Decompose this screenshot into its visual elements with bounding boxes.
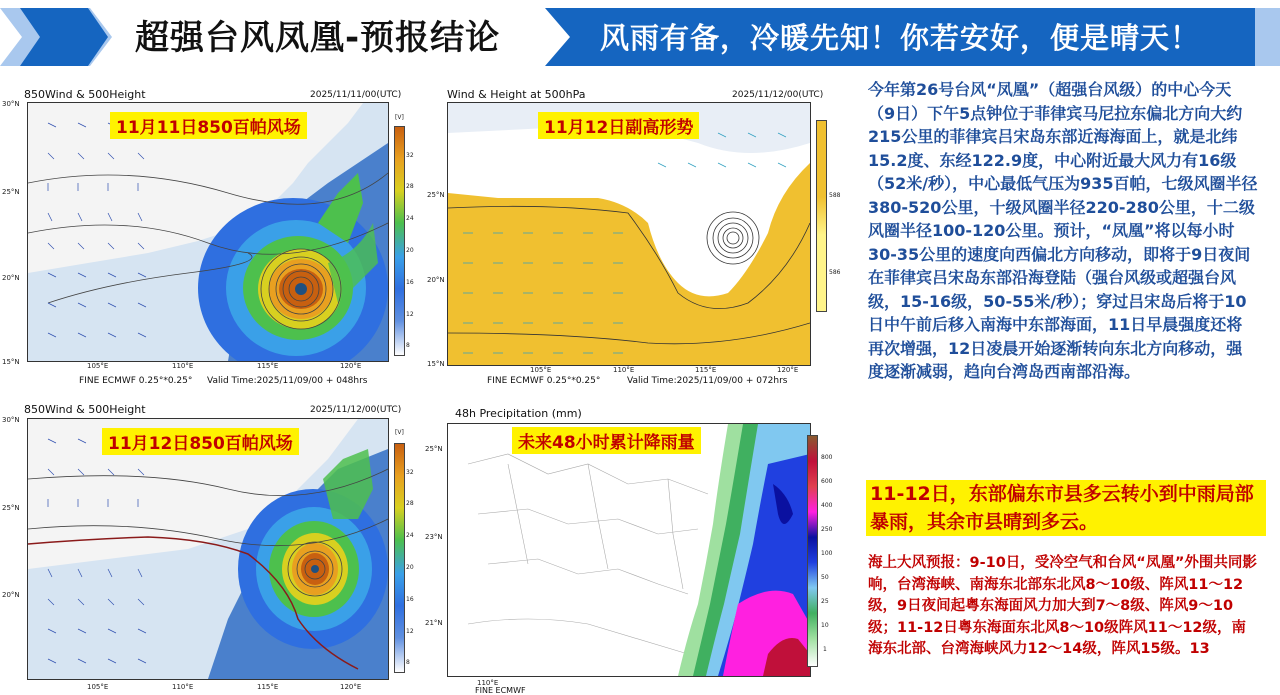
lat-tick: 30°N: [2, 100, 20, 108]
typhoon-summary: 今年第26号台风“凤凰”（超强台风级）的中心今天（9日）下午5点钟位于菲律宾马尼拉东偏北方向大约215公里的菲律宾吕宋岛东部近海海面上，就是北纬15.2度、东经122.9度，中心附近最大风力有16级（52米/秒），中心最低气压为935百帕，七级风圈半径380-520公里，十级风圈半径220-280公里，十二级风圈半径100-120公里。预计，“凤凰”将以每小时30-35公里的速度向西偏北方向移动，即将于9日夜间在菲律宾吕宋岛东部沿海登陆（强台风级或超强台风级，15-16级，50-55米/秒）；穿过吕宋岛后将于10日中午前后移入南海中东部海面，11日早晨强度还将再次增强，12日凌晨开始逐渐转向东北方向移动，强度逐渐减弱，趋向台湾岛西南部沿海。: [868, 80, 1258, 381]
panel-title: Wind & Height at 500hPa: [447, 88, 586, 101]
header-banner: [0, 0, 1280, 75]
precip-colorbar: [807, 435, 818, 667]
lon-tick: 110°E: [477, 679, 499, 687]
panel-footer-right: Valid Time:2025/11/09/00 + 048hrs: [207, 376, 368, 386]
panel-title: 48h Precipitation (mm): [455, 407, 582, 420]
precip-map-graphic: [448, 424, 810, 676]
lon-tick: 120°E: [340, 362, 362, 370]
panel-date: 2025/11/11/00(UTC): [310, 90, 402, 100]
lat-tick: 30°N: [2, 416, 20, 424]
panel-title: 850Wind & 500Height: [24, 403, 146, 416]
panel-label: 11月12日副高形势: [538, 112, 699, 139]
panel-date: 2025/11/12/00(UTC): [732, 90, 824, 100]
colorbar-tick: 12: [406, 628, 414, 635]
colorbar-tick: 16: [406, 279, 414, 286]
colorbar-tick: 32: [406, 152, 414, 159]
colorbar-tick: 12: [406, 311, 414, 318]
height-map: [447, 102, 811, 366]
colorbar-tick: 1: [823, 646, 827, 653]
panel-850-wind-nov11: [2, 86, 414, 391]
colorbar-tick: 600: [821, 478, 833, 485]
lat-tick: 20°N: [2, 274, 20, 282]
wind-map: [27, 418, 389, 680]
lat-tick: 25°N: [2, 188, 20, 196]
sea-wind-forecast: 海上大风预报：9-10日，受冷空气和台风“凤凰”外围共同影响，台湾海峡、南海东北部东北风8～10级、阵风11～12级，9日夜间起粤东海面风力加大到7～8级、阵风9～10级；11-12日粤东海面东北风8～10级阵风11～12级，南海东北部、台湾海峡风力12～14级，阵风15级。13: [868, 555, 1257, 657]
panel-date: 2025/11/12/00(UTC): [310, 405, 402, 415]
lat-tick: 15°N: [2, 358, 20, 366]
lat-tick: 15°N: [427, 360, 445, 368]
lat-tick: 25°N: [2, 504, 20, 512]
colorbar-tick: 586: [829, 269, 841, 276]
colorbar-unit: [V]: [395, 114, 404, 121]
lat-tick: 25°N: [425, 445, 443, 453]
colorbar-tick: 20: [406, 564, 414, 571]
lon-tick: 115°E: [257, 362, 279, 370]
lon-tick: 120°E: [777, 366, 799, 374]
panel-label: 11月12日850百帕风场: [102, 428, 299, 455]
lon-tick: 115°E: [257, 683, 279, 691]
lon-tick: 110°E: [172, 362, 194, 370]
colorbar-tick: 20: [406, 247, 414, 254]
wind-colorbar: [394, 126, 405, 356]
lat-tick: 20°N: [2, 591, 20, 599]
colorbar-tick: 100: [821, 550, 833, 557]
colorbar-unit: [V]: [395, 429, 404, 436]
colorbar-tick: 50: [821, 574, 829, 581]
lon-tick: 115°E: [695, 366, 717, 374]
panel-precipitation: [425, 403, 840, 695]
colorbar-tick: 400: [821, 502, 833, 509]
colorbar-tick: 800: [821, 454, 833, 461]
panel-label: 未来48小时累计降雨量: [512, 427, 701, 454]
colorbar-tick: 8: [406, 659, 410, 666]
panel-title: 850Wind & 500Height: [24, 88, 146, 101]
lat-tick: 20°N: [427, 276, 445, 284]
lon-tick: 110°E: [613, 366, 635, 374]
lat-tick: 23°N: [425, 533, 443, 541]
lon-tick: 105°E: [87, 362, 109, 370]
wind-map-graphic: [28, 419, 388, 679]
lon-tick: 105°E: [530, 366, 552, 374]
colorbar-tick: 250: [821, 526, 833, 533]
panel-footer-right: Valid Time:2025/11/09/00 + 072hrs: [627, 376, 788, 386]
lat-tick: 21°N: [425, 619, 443, 627]
height-map-graphic: [448, 103, 810, 365]
colorbar-tick: 25: [821, 598, 829, 605]
wind-colorbar: [394, 443, 405, 673]
colorbar-tick: 24: [406, 215, 414, 222]
height-colorbar: [816, 120, 827, 312]
panel-footer-left: FINE ECMWF 0.25°*0.25°: [487, 376, 601, 386]
header-slogan: 风雨有备，冷暖先知！你若安好，便是晴天！: [600, 21, 1201, 55]
wind-map: [27, 102, 389, 362]
colorbar-tick: 28: [406, 500, 414, 507]
lon-tick: 120°E: [340, 683, 362, 691]
lon-tick: 110°E: [172, 683, 194, 691]
colorbar-tick: 16: [406, 596, 414, 603]
wind-map-graphic: [28, 103, 388, 361]
colorbar-tick: 28: [406, 183, 414, 190]
panel-500hpa-nov12: [427, 86, 841, 391]
precip-map: [447, 423, 811, 677]
colorbar-tick: 32: [406, 469, 414, 476]
panel-footer-left: FINE ECMWF 0.25°*0.25°: [79, 376, 193, 386]
lat-tick: 25°N: [427, 191, 445, 199]
land-forecast: 11-12日，东部偏东市县多云转小到中雨局部暴雨，其余市县晴到多云。: [866, 480, 1266, 536]
lon-tick: 105°E: [87, 683, 109, 691]
panel-footer-left: FINE ECMWF: [475, 686, 526, 695]
colorbar-tick: 8: [406, 342, 410, 349]
panel-850-wind-nov12: [2, 403, 414, 693]
colorbar-tick: 10: [821, 622, 829, 629]
panel-label: 11月11日850百帕风场: [110, 112, 307, 139]
colorbar-tick: 588: [829, 192, 841, 199]
colorbar-tick: 24: [406, 532, 414, 539]
page-title: 超强台风凤凰-预报结论: [135, 18, 501, 58]
